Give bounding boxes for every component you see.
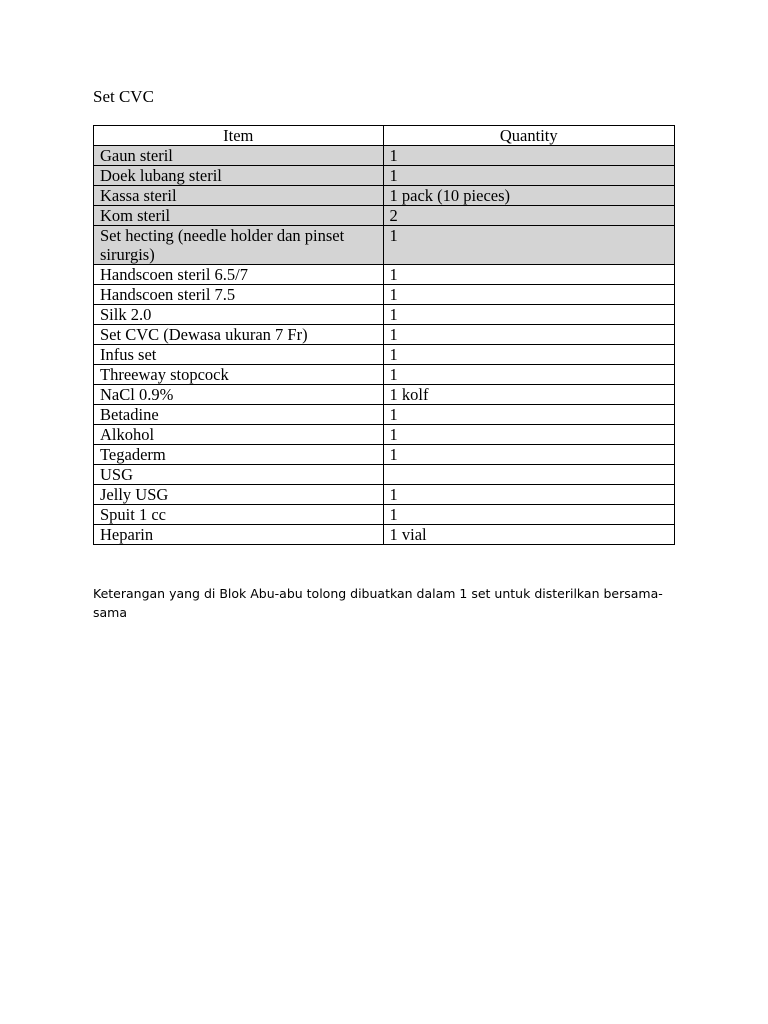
item-column-header: Item: [94, 126, 384, 146]
table-row: [94, 485, 675, 505]
items-table-body: [94, 146, 675, 545]
document-title: Set CVC: [93, 87, 154, 106]
item-cell: Jelly USG: [94, 485, 384, 505]
note-text: Keterangan yang di Blok Abu-abu tolong dibuatkan dalam 1 set untuk disterilkan bersama-sama: [93, 586, 663, 620]
quantity-cell: 1: [383, 166, 674, 186]
item-cell: Handscoen steril 7.5: [94, 285, 384, 305]
quantity-cell: 1: [383, 445, 674, 465]
table-row: [94, 425, 675, 445]
table-row: [94, 285, 675, 305]
quantity-cell: 1 kolf: [383, 385, 674, 405]
table-header-row: [94, 126, 675, 146]
table-row: [94, 525, 675, 545]
table-row: [94, 166, 675, 186]
item-cell: Threeway stopcock: [94, 365, 384, 385]
item-cell: Doek lubang steril: [94, 166, 384, 186]
item-cell: Tegaderm: [94, 445, 384, 465]
item-cell: USG: [94, 465, 384, 485]
item-cell: Kom steril: [94, 206, 384, 226]
quantity-cell: 1: [383, 325, 674, 345]
table-row: [94, 305, 675, 325]
quantity-cell: 1: [383, 505, 674, 525]
item-cell: Set hecting (needle holder dan pinset sirurgis): [94, 226, 384, 265]
table-row: [94, 226, 675, 265]
table-row: [94, 325, 675, 345]
items-table: [93, 125, 675, 545]
quantity-cell: 1: [383, 425, 674, 445]
quantity-cell: 2: [383, 206, 674, 226]
table-row: [94, 206, 675, 226]
table-row: [94, 385, 675, 405]
quantity-cell: 1: [383, 305, 674, 325]
item-cell: Spuit 1 cc: [94, 505, 384, 525]
item-cell: Alkohol: [94, 425, 384, 445]
item-cell: Infus set: [94, 345, 384, 365]
quantity-cell: 1: [383, 285, 674, 305]
item-cell: Silk 2.0: [94, 305, 384, 325]
table-row: [94, 186, 675, 206]
item-cell: Handscoen steril 6.5/7: [94, 265, 384, 285]
quantity-cell: 1 pack (10 pieces): [383, 186, 674, 206]
table-row: [94, 345, 675, 365]
item-cell: Heparin: [94, 525, 384, 545]
item-cell: Set CVC (Dewasa ukuran 7 Fr): [94, 325, 384, 345]
quantity-cell: 1: [383, 226, 674, 265]
table-row: [94, 505, 675, 525]
quantity-column-header: Quantity: [383, 126, 674, 146]
quantity-cell: 1: [383, 405, 674, 425]
table-row: [94, 365, 675, 385]
table-row: [94, 405, 675, 425]
table-row: [94, 445, 675, 465]
table-row: [94, 265, 675, 285]
table-row: [94, 146, 675, 166]
item-cell: NaCl 0.9%: [94, 385, 384, 405]
quantity-cell: [383, 465, 674, 485]
quantity-cell: 1: [383, 365, 674, 385]
quantity-cell: 1: [383, 345, 674, 365]
quantity-cell: 1: [383, 265, 674, 285]
quantity-cell: 1: [383, 485, 674, 505]
quantity-cell: 1: [383, 146, 674, 166]
item-cell: Gaun steril: [94, 146, 384, 166]
table-row: [94, 465, 675, 485]
item-cell: Kassa steril: [94, 186, 384, 206]
item-cell: Betadine: [94, 405, 384, 425]
quantity-cell: 1 vial: [383, 525, 674, 545]
